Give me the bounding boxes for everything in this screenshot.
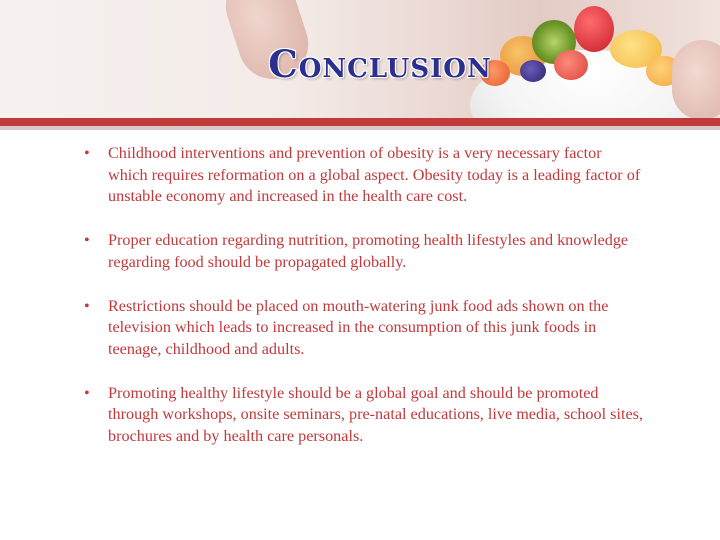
bullet-text: Proper education regarding nutrition, promoting health lifestyles and knowledge regarding food should be propagated globally. (108, 231, 629, 271)
divider-band-gray (0, 126, 720, 130)
bullet-mark: • (84, 144, 90, 162)
bullet-mark: • (84, 296, 90, 315)
bullet-item (84, 143, 644, 208)
slide-title: Conclusion (268, 42, 492, 86)
bullet-item (84, 296, 644, 361)
bullet-text: Promoting healthy lifestyle should be a global goal and should be promoted through workshops, onsite seminars, pre-natal educations, live media, school sites, brochures and by health care personals. (108, 383, 643, 446)
divider-band-red (0, 118, 720, 126)
bullet-item (84, 230, 644, 273)
bullet-mark: • (84, 383, 90, 402)
bullet-list (84, 143, 644, 470)
bullet-text: Childhood interventions and prevention of obesity is a very necessary factor which requires reformation on a global aspect. Obesity today is a leading factor of unstable economy and increased in the health care cost. (108, 144, 641, 206)
bullet-text: Restrictions should be placed on mouth-watering junk food ads shown on the television which leads to increased in the consumption of this junk foods in teenage, childhood and adults. (108, 296, 609, 358)
bullet-item (84, 383, 644, 448)
bullet-mark: • (84, 231, 90, 250)
